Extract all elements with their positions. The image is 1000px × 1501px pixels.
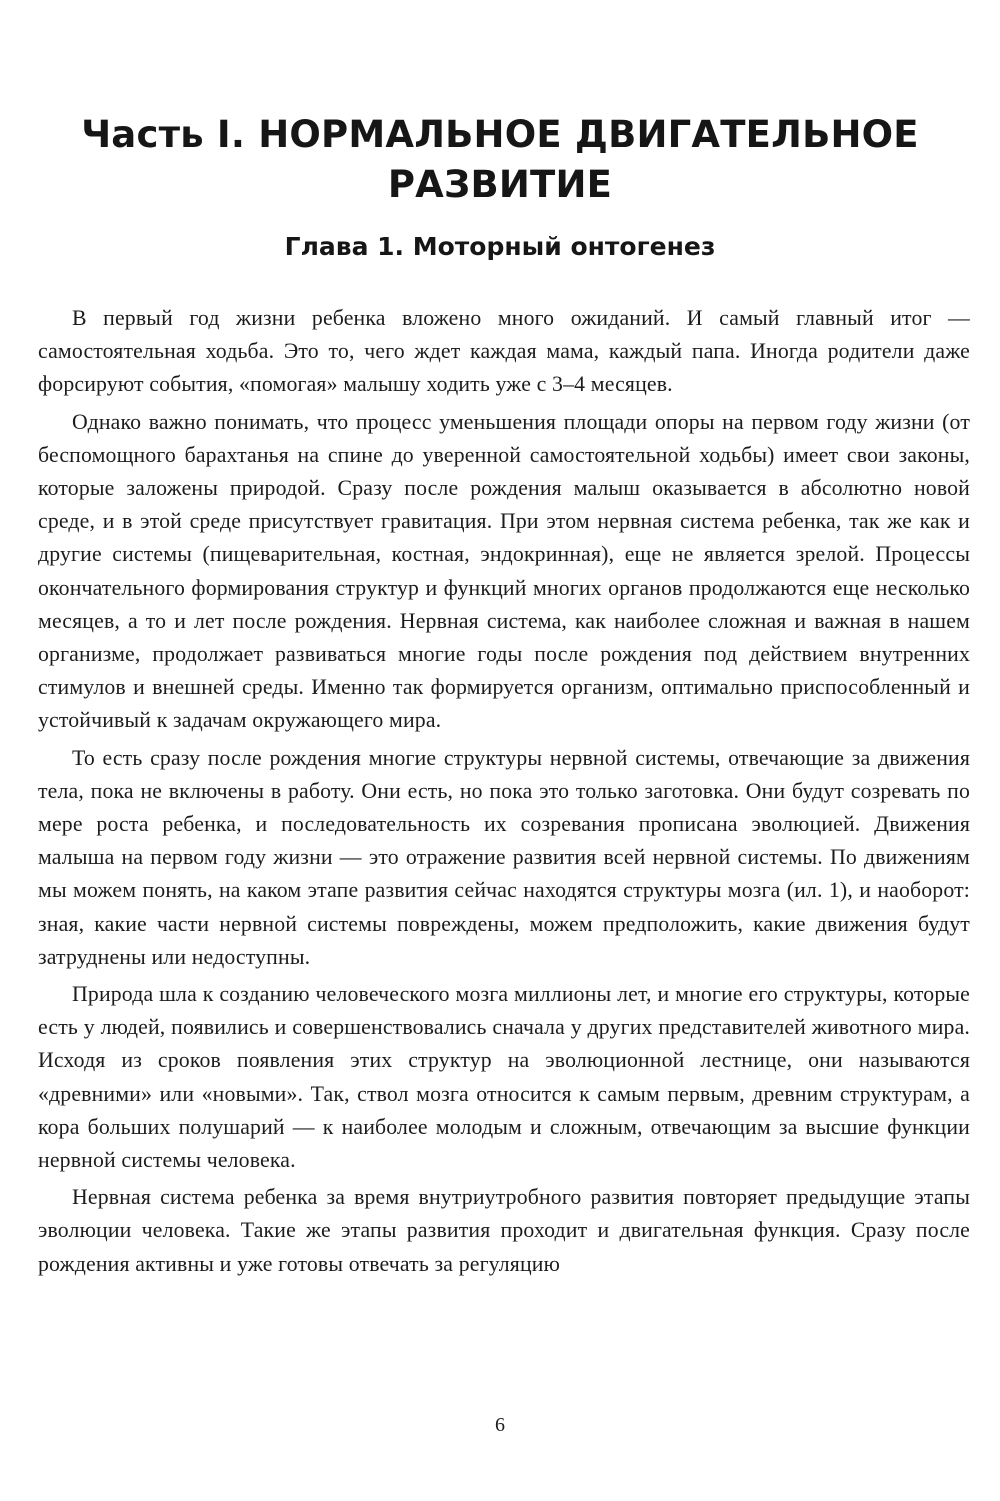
page-number: 6 — [495, 1414, 505, 1436]
chapter-title: Глава 1. Моторный онтогенез — [284, 232, 716, 261]
body-text — [38, 302, 970, 1285]
part-title — [0, 110, 1000, 210]
paragraph-1: В первый год жизни ребенка вложено много ожиданий. И самый главный итог — самостоятельная ходьба. Это то, чего ждет каждая мама, каждый папа. Иногда родители даже форсируют события, «помогая» малышу ходить уже с 3–4 месяцев. — [38, 306, 970, 397]
part-title-line-2: РАЗВИТИЕ — [387, 163, 613, 206]
paragraph-5: Нервная система ребенка за время внутриутробного развития повторяет предыдущие этапы эволюции человека. Такие же этапы развития проходит и двигательная функция. Сразу после рождения активны и уже готовы отвечать за регуляцию — [38, 1185, 970, 1276]
paragraph-3: То есть сразу после рождения многие структуры нервной системы, отвечающие за движения тела, пока не включены в работу. Они есть, но пока это только заготовка. Они будут созревать по мере роста ребенка, и последовательность их созревания прописана эволюцией. Движения малыша на первом году жизни — это отражение развития всей нервной системы. По движениям мы можем понять, на каком этапе развития сейчас находятся структуры мозга (ил. 1), и наоборот: зная, какие части нервной системы повреждены, можем предположить, какие движения будут затруднены или недоступны. — [38, 745, 970, 969]
paragraph-2: Однако важно понимать, что процесс уменьшения площади опоры на первом году жизни (от беспомощного барахтанья на спине до уверенной самостоятельной ходьбы) имеет свои законы, которые заложены природой. Сразу после рождения малыш оказывается в абсолютно новой среде, и в этой среде присутствует гравитация. При этом нервная система ребенка, так же как и другие системы (пищеварительная, костная, эндокринная), еще не является зрелой. Процессы окончательного формирования структур и функций многих органов продолжаются еще несколько месяцев, а то и лет после рождения. Нервная система, как наиболее сложная и важная в нашем организме, продолжает развиваться многие годы после рождения под действием внутренних стимулов и внешней среды. Именно так формируется организм, оптимально приспособленный и устойчивый к задачам окружающего мира. — [38, 409, 970, 733]
paragraph-4: Природа шла к созданию человеческого мозга миллионы лет, и многие его структуры, которые есть у людей, появились и совершенствовались сначала у других представителей животного мира. Исходя из сроков появления этих структур на эволюционной лестнице, они называются «древними» или «новыми». Так, ствол мозга относится к самым первым, древним структурам, а кора больших полушарий — к наиболее молодым и сложным, отвечающим за высшие функции нервной системы человека. — [38, 982, 970, 1173]
part-title-line-1: Часть I. НОРМАЛЬНОЕ ДВИГАТЕЛЬНОЕ — [81, 113, 919, 156]
